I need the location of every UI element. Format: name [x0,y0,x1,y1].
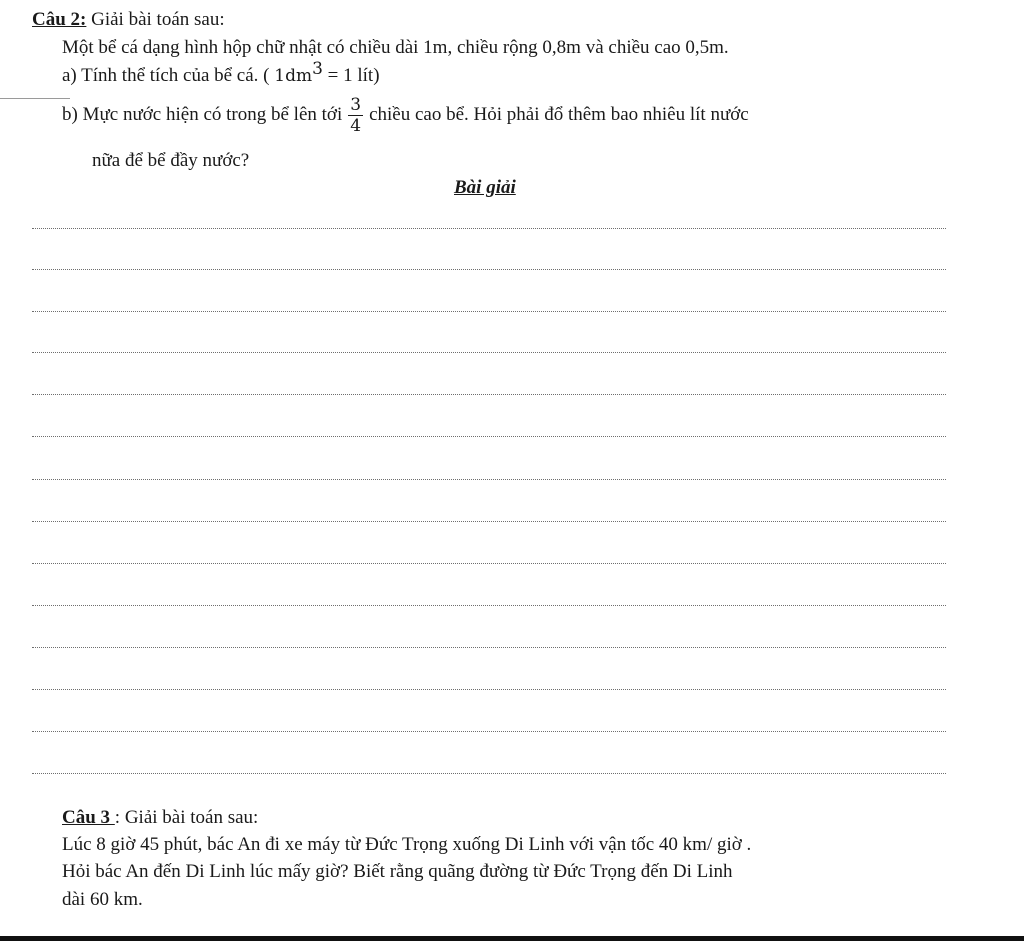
q3-line2: Hỏi bác An đến Di Linh lúc mấy giờ? Biết rằng quãng đường từ Đức Trọng đến Di Linh [62,861,733,882]
q2-part-b-suffix: chiều cao bể. Hỏi phải đổ thêm bao nhiêu lít nước [369,103,749,125]
solution-heading: Bài giải [454,177,516,198]
q2-label: Câu 2: [32,9,87,30]
q3-line3: dài 60 km. [62,889,143,910]
bottom-edge [0,936,1024,941]
answer-line[interactable] [32,436,946,437]
answer-line[interactable] [32,647,946,648]
q2-part-b-prefix: b) Mực nước hiện có trong bể lên tới [62,103,343,125]
answer-line[interactable] [32,521,946,522]
answer-line[interactable] [32,394,946,395]
fraction-denominator: 4 [350,116,362,136]
answer-line[interactable] [32,352,946,353]
q2-part-a [62,59,380,88]
fraction-numerator: 3 [350,95,362,115]
q2-problem: Một bể cá dạng hình hộp chữ nhật có chiều dài 1m, chiều rộng 0,8m và chiều cao 0,5m. [62,37,729,58]
answer-line[interactable] [32,563,946,564]
q2-part-b-line2: nữa để bể đầy nước? [92,150,250,171]
answer-line[interactable] [32,269,946,270]
answer-line[interactable] [32,311,946,312]
q2-instruction: Giải bài toán sau: [86,9,225,30]
fraction-three-quarters [348,95,363,136]
margin-rule [0,98,70,99]
q3-line1: Lúc 8 giờ 45 phút, bác An đi xe máy từ Đức Trọng xuống Di Linh với vận tốc 40 km/ giờ . [62,834,752,855]
answer-line[interactable] [32,605,946,606]
q3-label: Câu 3 [62,807,115,828]
q3-instruction: : Giải bài toán sau: [114,807,259,828]
q3-heading [62,806,258,830]
answer-line[interactable] [32,773,946,774]
q2-part-a-unit-base: 1dm [274,66,313,86]
q2-heading [32,8,225,32]
q2-part-a-unit-rest: = 1 lít) [322,65,380,86]
answer-line[interactable] [32,689,946,690]
answer-line[interactable] [32,479,946,480]
q2-part-a-prefix: a) Tính thể tích của bể cá. ( [62,65,275,86]
answer-line[interactable] [32,228,946,229]
q2-part-b [62,95,749,136]
q2-part-a-unit-exp: 3 [312,59,323,79]
answer-line[interactable] [32,731,946,732]
